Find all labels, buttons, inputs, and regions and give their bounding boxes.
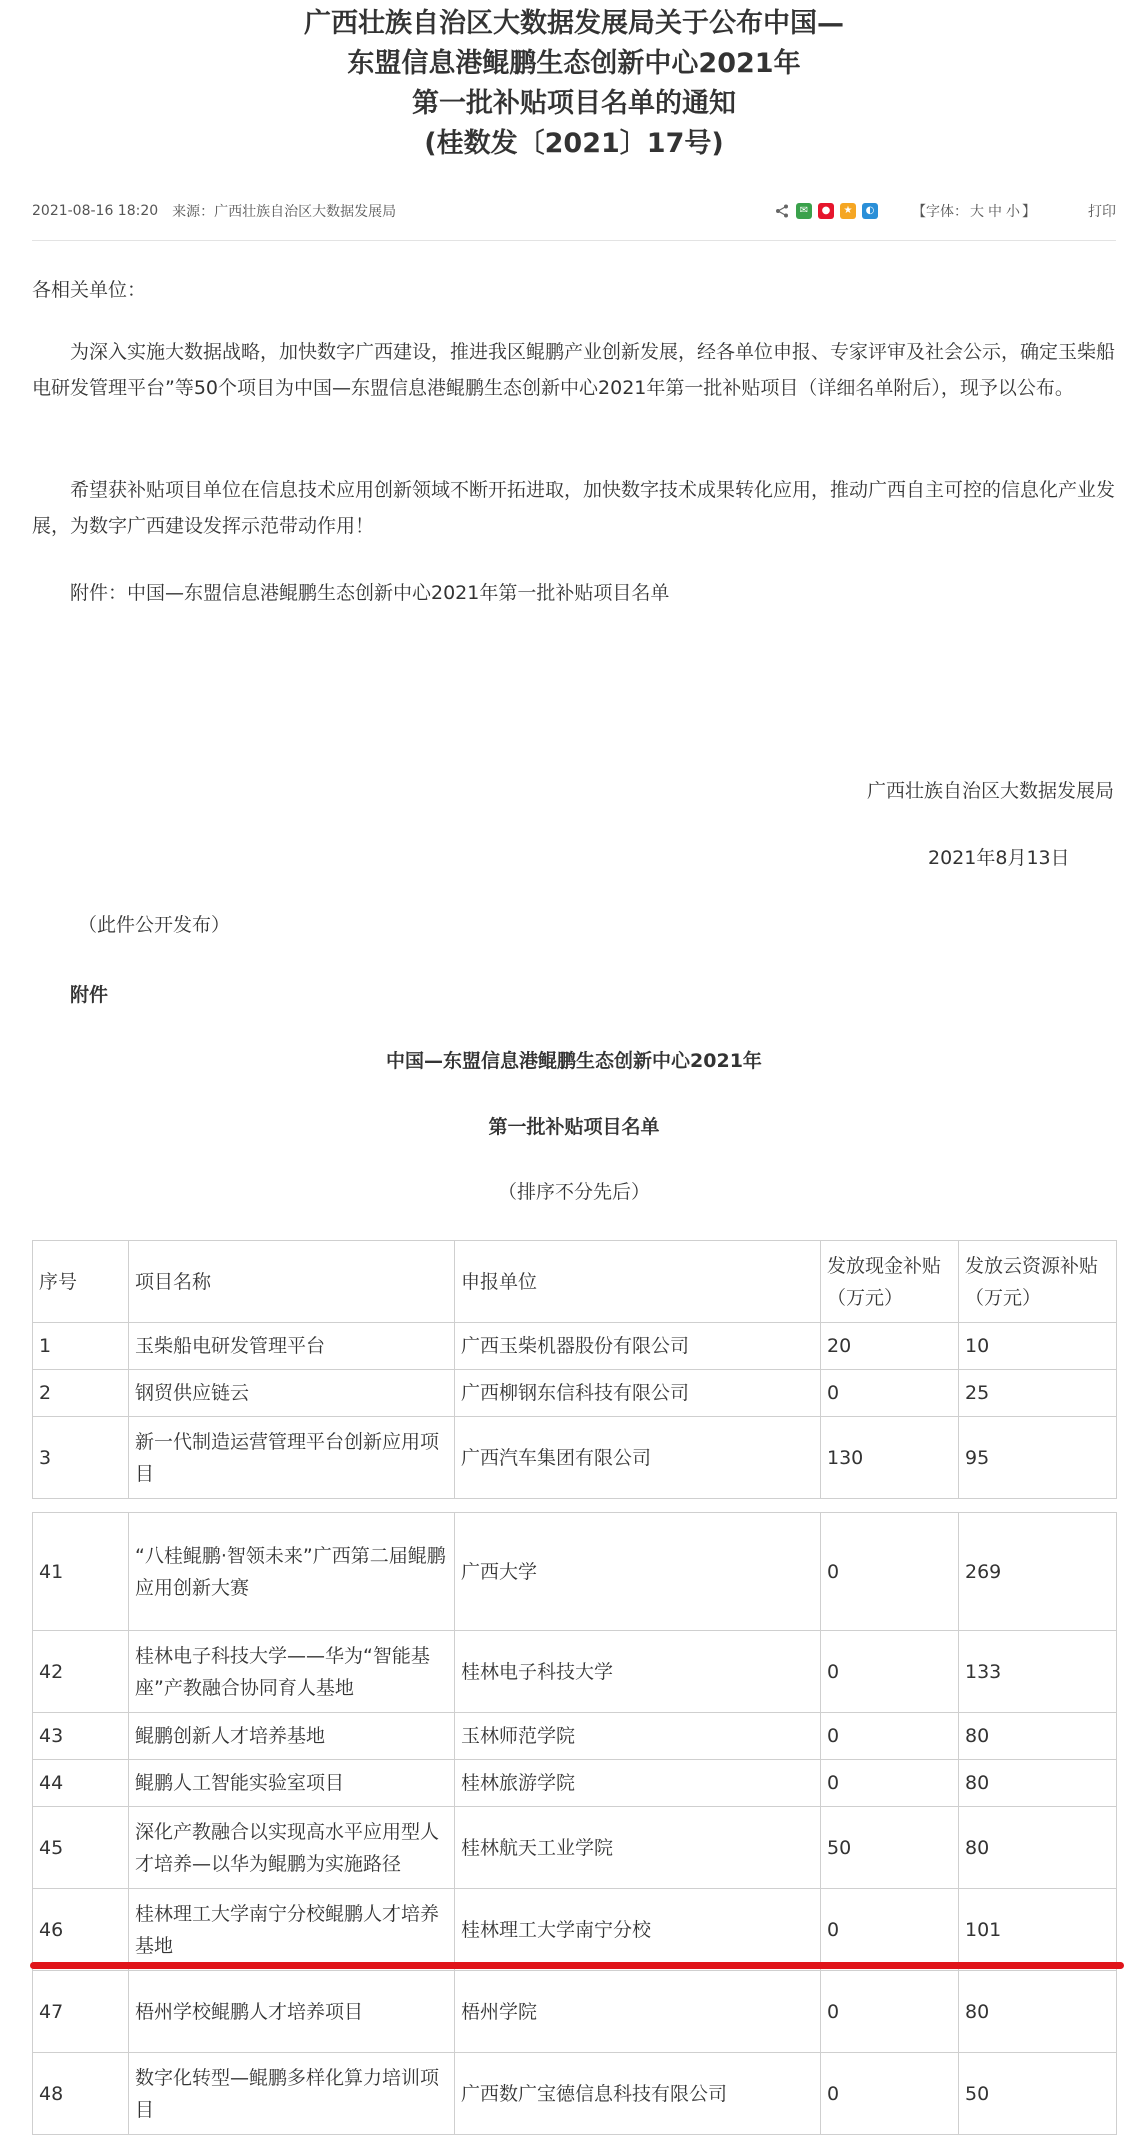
font-size-close: 】: [1022, 204, 1036, 220]
article-title: [0, 4, 1148, 164]
cell-project: 玉柴船电研发管理平台: [129, 1323, 455, 1370]
cell-cloud: 80: [959, 1760, 1117, 1807]
cell-cash: 0: [821, 1971, 959, 2053]
share-icon[interactable]: [774, 203, 790, 219]
cell-project: 鲲鹏人工智能实验室项目: [129, 1760, 455, 1807]
cell-project: 钢贸供应链云: [129, 1370, 455, 1417]
font-large-button[interactable]: 大: [970, 204, 984, 220]
attachment-line: 附件：中国—东盟信息港鲲鹏生态创新中心2021年第一批补贴项目名单: [70, 582, 670, 604]
cell-project: 桂林理工大学南宁分校鲲鹏人才培养基地: [129, 1889, 455, 1971]
header-project: 项目名称: [129, 1241, 455, 1323]
cell-cloud: 50: [959, 2053, 1117, 2135]
table-row: [33, 1807, 1117, 1889]
title-line-4: (桂数发〔2021〕17号): [424, 128, 724, 159]
cell-project: 桂林电子科技大学——华为“智能基座”产教融合协同育人基地: [129, 1631, 455, 1713]
cell-seq: 41: [33, 1513, 129, 1631]
cell-seq: 46: [33, 1889, 129, 1971]
qq-icon[interactable]: ◐: [862, 203, 878, 219]
table-row: [33, 1971, 1117, 2053]
project-table-top: [32, 1240, 1117, 1499]
table-row: [33, 1323, 1117, 1370]
cell-unit: 广西数广宝德信息科技有限公司: [455, 2053, 821, 2135]
cell-unit: 桂林电子科技大学: [455, 1631, 821, 1713]
list-subtitle: 第一批补贴项目名单: [488, 1116, 660, 1138]
cell-cash: 0: [821, 1889, 959, 1971]
table-row: [33, 1417, 1117, 1499]
cell-cash: 0: [821, 1513, 959, 1631]
font-small-button[interactable]: 小: [1006, 204, 1020, 220]
cell-cash: 50: [821, 1807, 959, 1889]
cell-project: 鲲鹏创新人才培养基地: [129, 1713, 455, 1760]
issue-date: 2021年8月13日: [928, 847, 1070, 869]
cell-seq: 43: [33, 1713, 129, 1760]
header-cash: 发放现金补贴（万元）: [821, 1241, 959, 1323]
cell-cash: 0: [821, 1370, 959, 1417]
title-line-3: 第一批补贴项目名单的通知: [412, 88, 736, 119]
cell-project: “八桂鲲鹏·智领未来”广西第二届鲲鹏应用创新大赛: [129, 1513, 455, 1631]
issuer-name: 广西壮族自治区大数据发展局: [866, 780, 1114, 802]
cell-unit: 梧州学院: [455, 1971, 821, 2053]
list-title: 中国—东盟信息港鲲鹏生态创新中心2021年: [386, 1050, 762, 1072]
share-tools: [774, 201, 1116, 221]
qzone-icon[interactable]: ★: [840, 203, 856, 219]
paragraph-1: 为深入实施大数据战略，加快数字广西建设，推进我区鲲鹏产业创新发展，经各单位申报、专家评审及社会公示，确定玉柴船电研发管理平台”等50个项目为中国—东盟信息港鲲鹏生态创新中心2021年第一批补贴项目（详细名单附后），现予以公布。: [32, 341, 1116, 399]
cell-unit: 广西玉柴机器股份有限公司: [455, 1323, 821, 1370]
cell-unit: 广西柳钢东信科技有限公司: [455, 1370, 821, 1417]
cell-seq: 3: [33, 1417, 129, 1499]
cell-cash: 0: [821, 2053, 959, 2135]
header-seq: 序号: [33, 1241, 129, 1323]
print-button[interactable]: 打印: [1088, 204, 1116, 220]
cell-cloud: 133: [959, 1631, 1117, 1713]
salutation: 各相关单位：: [32, 279, 147, 301]
cell-cloud: 80: [959, 1971, 1117, 2053]
cell-seq: 47: [33, 1971, 129, 2053]
cell-unit: 桂林旅游学院: [455, 1760, 821, 1807]
cell-project: 梧州学校鲲鹏人才培养项目: [129, 1971, 455, 2053]
table-row: [33, 1370, 1117, 1417]
divider: [32, 240, 1116, 241]
header-unit: 申报单位: [455, 1241, 821, 1323]
title-line-1: 广西壮族自治区大数据发展局关于公布中国—: [304, 8, 844, 39]
cell-unit: 桂林理工大学南宁分校: [455, 1889, 821, 1971]
cell-cloud: 95: [959, 1417, 1117, 1499]
cell-cash: 130: [821, 1417, 959, 1499]
font-medium-button[interactable]: 中: [988, 204, 1002, 220]
cell-seq: 42: [33, 1631, 129, 1713]
meta-bar: [32, 196, 1116, 226]
cell-cash: 0: [821, 1631, 959, 1713]
cell-seq: 1: [33, 1323, 129, 1370]
cell-unit: 广西汽车集团有限公司: [455, 1417, 821, 1499]
red-highlight-line: [30, 1962, 1124, 1969]
table-row: [33, 1513, 1117, 1631]
cell-cloud: 10: [959, 1323, 1117, 1370]
table-row: [33, 1713, 1117, 1760]
source-label: 来源：广西壮族自治区大数据发展局: [172, 204, 397, 220]
table-row: [33, 1760, 1117, 1807]
cell-project: 新一代制造运营管理平台创新应用项目: [129, 1417, 455, 1499]
cell-cloud: 101: [959, 1889, 1117, 1971]
publish-note: （此件公开发布）: [78, 914, 231, 936]
title-line-2: 东盟信息港鲲鹏生态创新中心2021年: [347, 48, 801, 79]
table-row: [33, 2053, 1117, 2135]
cell-cash: 20: [821, 1323, 959, 1370]
paragraph-2: 希望获补贴项目单位在信息技术应用创新领域不断开拓进取，加快数字技术成果转化应用，推动广西自主可控的信息化产业发展，为数字广西建设发挥示范带动作用！: [32, 479, 1116, 537]
cell-unit: 桂林航天工业学院: [455, 1807, 821, 1889]
table-row: [33, 1889, 1117, 1971]
publish-date: 2021-08-16 18:20: [32, 203, 159, 219]
font-size-label: 【字体：: [912, 204, 968, 220]
order-note: （排序不分先后）: [497, 1181, 650, 1203]
project-table-bottom: [32, 1512, 1117, 2135]
cell-unit: 玉林师范学院: [455, 1713, 821, 1760]
table-header-row: [33, 1241, 1117, 1323]
cell-seq: 45: [33, 1807, 129, 1889]
wechat-icon[interactable]: ✉: [796, 203, 812, 219]
font-size-control: [912, 201, 1036, 221]
cell-cash: 0: [821, 1760, 959, 1807]
cell-cloud: 269: [959, 1513, 1117, 1631]
cell-project: 深化产教融合以实现高水平应用型人才培养—以华为鲲鹏为实施路径: [129, 1807, 455, 1889]
cell-cloud: 25: [959, 1370, 1117, 1417]
weibo-icon[interactable]: ●: [818, 203, 834, 219]
cell-cloud: 80: [959, 1807, 1117, 1889]
cell-project: 数字化转型—鲲鹏多样化算力培训项目: [129, 2053, 455, 2135]
appendix-label: 附件: [70, 984, 109, 1006]
cell-cloud: 80: [959, 1713, 1117, 1760]
cell-unit: 广西大学: [455, 1513, 821, 1631]
cell-seq: 44: [33, 1760, 129, 1807]
cell-seq: 2: [33, 1370, 129, 1417]
cell-seq: 48: [33, 2053, 129, 2135]
cell-cash: 0: [821, 1713, 959, 1760]
table-row: [33, 1631, 1117, 1713]
header-cloud: 发放云资源补贴（万元）: [959, 1241, 1117, 1323]
